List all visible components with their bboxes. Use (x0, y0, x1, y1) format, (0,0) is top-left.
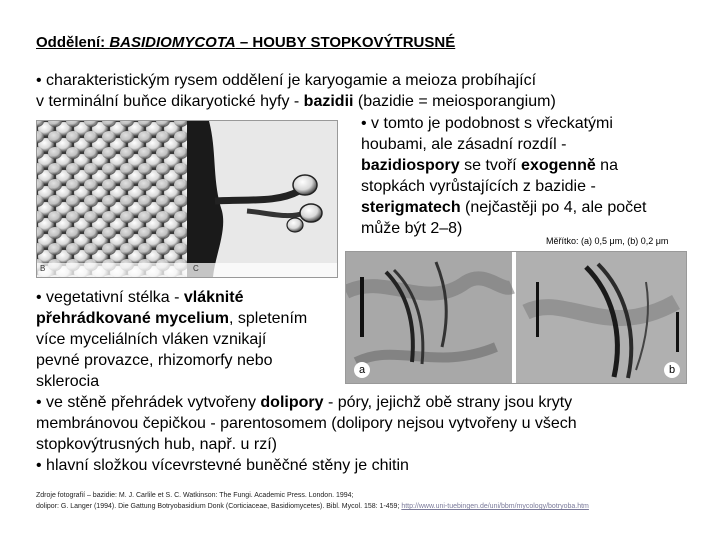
dolipore-paragraph (36, 392, 577, 476)
basidiospore-paragraph (361, 113, 646, 239)
dolipore-line-2: membránovou čepičkou - parentosomem (dolipory nejsou vytvořeny u všech (36, 415, 577, 432)
basidia-micrograph-image (37, 121, 337, 277)
thallus-line-3: více myceliálních vláken vznikají (36, 331, 267, 348)
basidiospore-line-1: • v tomto je podobnost s vřeckatými (361, 115, 613, 132)
image-label-c: C (193, 264, 199, 273)
dolipore-line-1: • ve stěně přehrádek vytvořeny dolipory - póry, jejichž obě strany jsou kryty (36, 394, 573, 411)
intro-line-1: • charakteristickým rysem oddělení je karyogamie a meioza probíhající (36, 72, 537, 89)
dolipore-micrograph-image (346, 252, 686, 383)
intro-line-2: v terminální buňce dikaryotické hyfy - bazidii (bazidie = meiosporangium) (36, 93, 556, 110)
thallus-line-5: sklerocia (36, 373, 100, 390)
basidiospore-line-2: houbami, ale zásadní rozdíl - (361, 136, 567, 153)
basidiospore-line-6: může být 2–8) (361, 220, 463, 237)
image-label-b: B (40, 264, 46, 273)
basidiospore-line-3: bazidiospory se tvoří exogenně na (361, 157, 618, 174)
scale-note: Měřítko: (a) 0,5 μm, (b) 0,2 μm (546, 236, 669, 246)
basidiospore-line-5: sterigmatech (nejčastěji po 4, ale počet (361, 199, 647, 216)
image-label-b2: b (664, 362, 680, 378)
thallus-line-4: pevné provazce, rhizomorfy nebo (36, 352, 273, 369)
image-label-a: a (354, 362, 370, 378)
thallus-line-2: přehrádkované mycelium, spletením (36, 310, 308, 327)
photo-sources (36, 490, 589, 512)
chitin-line: • hlavní složkou vícevrstevné buněčné stěny je chitin (36, 457, 409, 474)
dolipore-line-3: stopkovýtrusných hub, např. u rzí) (36, 436, 277, 453)
dolipore-micrograph (345, 251, 687, 384)
source-line-1: Zdroje fotografií – bazidie: M. J. Carlile et S. C. Watkinson: The Fungi. Academic Press. London. 1994; (36, 492, 354, 499)
thallus-line-1: • vegetativní stélka - vláknité (36, 289, 244, 306)
intro-paragraph (36, 70, 556, 112)
basidia-micrograph (36, 120, 338, 278)
source-link[interactable]: http://www.uni-tuebingen.de/uni/bbm/mycology/botryoba.htm (401, 503, 589, 510)
page-title: Oddělení: BASIDIOMYCOTA – HOUBY STOPKOVÝTRUSNÉ (36, 34, 456, 51)
thallus-paragraph (36, 287, 307, 392)
basidiospore-line-4: stopkách vyrůstajících z bazidie - (361, 178, 596, 195)
source-line-2: dolipor: G. Langer (1994). Die Gattung Botryobasidium Donk (Corticiaceae, Basidiomycetes). Bibl. Mycol. 158: 1-459; http://www.uni-tuebingen.de/uni/bbm/mycology/botryoba.htm (36, 503, 589, 510)
